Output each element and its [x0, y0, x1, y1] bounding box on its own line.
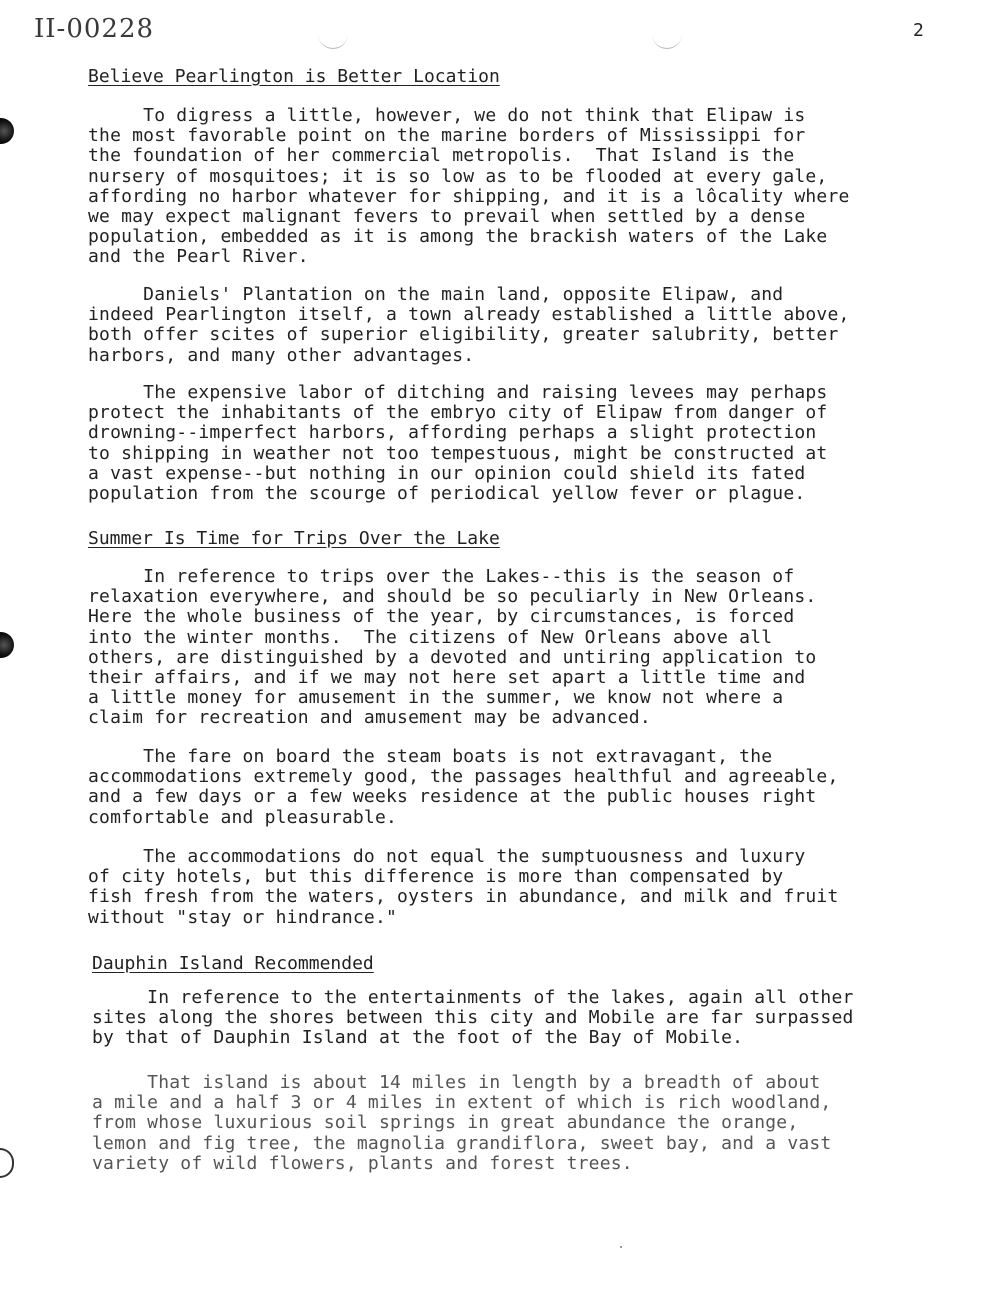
body-paragraph: The accommodations do not equal the sumptuousness and luxury of city hotels, but this difference is more than compensated by fish fresh from the waters, oysters in abundance, and milk and fruit without "stay or hindrance." — [88, 846, 839, 928]
binding-mark-right — [652, 34, 682, 49]
binding-mark-left — [318, 34, 348, 49]
body-paragraph: In reference to the entertainments of the lakes, again all other sites along the shores between this city and Mobile are far surpassed by that of Dauphin Island at the foot of the Bay of Mobile. — [92, 987, 854, 1049]
section-heading: Believe Pearlington is Better Location — [88, 66, 500, 87]
punch-hole-top — [0, 118, 14, 144]
body-paragraph: To digress a little, however, we do not think that Elipaw is the most favorable point on the marine borders of Mississippi for the foundation of her commercial metropolis. That Island is the nursery of mosquitoes; it is so low as to be flooded at every gale, affording no harbor whatever for shipping, and it is a lôcality where we may expect malignant fevers to prevail when settled by a dense population, embedded as it is among the brackish waters of the Lake and the Pearl River. — [88, 105, 850, 268]
body-paragraph: In reference to trips over the Lakes--this is the season of relaxation everywhere, and should be so peculiarly in New Orleans. Here the whole business of the year, by circumstances, is forced into the winter months. The citizens of New Orleans above all others, are distinguished by a devoted and untiring application to their affairs, and if we may not here set apart a little time and a little money for amusement in the summer, we know not where a claim for recreation and amusement may be advanced. — [88, 566, 817, 729]
body-paragraph: That island is about 14 miles in length by a breadth of about a mile and a half 3 or 4 miles in extent of which is rich woodland, from whose luxurious soil springs in great abundance the orange, lemon and fig tree, the magnolia grandiflora, sweet bay, and a vast variety of wild flowers, plants and forest trees. — [92, 1072, 832, 1174]
body-paragraph: The expensive labor of ditching and raising levees may perhaps protect the inhabitants of the embryo city of Elipaw from danger of drowning--imperfect harbors, affording perhaps a slight protection to shipping in weather not too tempestuous, might be constructed at a vast expense--but nothing in our opinion could shield its fated population from the scourge of periodical yellow fever or plague. — [88, 382, 828, 505]
section-heading: Summer Is Time for Trips Over the Lake — [88, 528, 500, 549]
scan-speck — [620, 1246, 622, 1248]
body-paragraph: Daniels' Plantation on the main land, opposite Elipaw, and indeed Pearlington itself, a town already established a little above, both offer scites of superior eligibility, greater salubrity, better harbors, and many other advantages. — [88, 284, 850, 366]
section-heading: Dauphin Island Recommended — [92, 953, 374, 974]
punch-hole-middle — [0, 632, 14, 658]
page-number: 2 — [913, 20, 924, 41]
punch-hole-bottom — [0, 1148, 14, 1178]
document-id: II-00228 — [34, 14, 155, 44]
body-paragraph: The fare on board the steam boats is not extravagant, the accommodations extremely good, the passages healthful and agreeable, and a few days or a few weeks residence at the public houses right comfortable and pleasurable. — [88, 746, 839, 828]
